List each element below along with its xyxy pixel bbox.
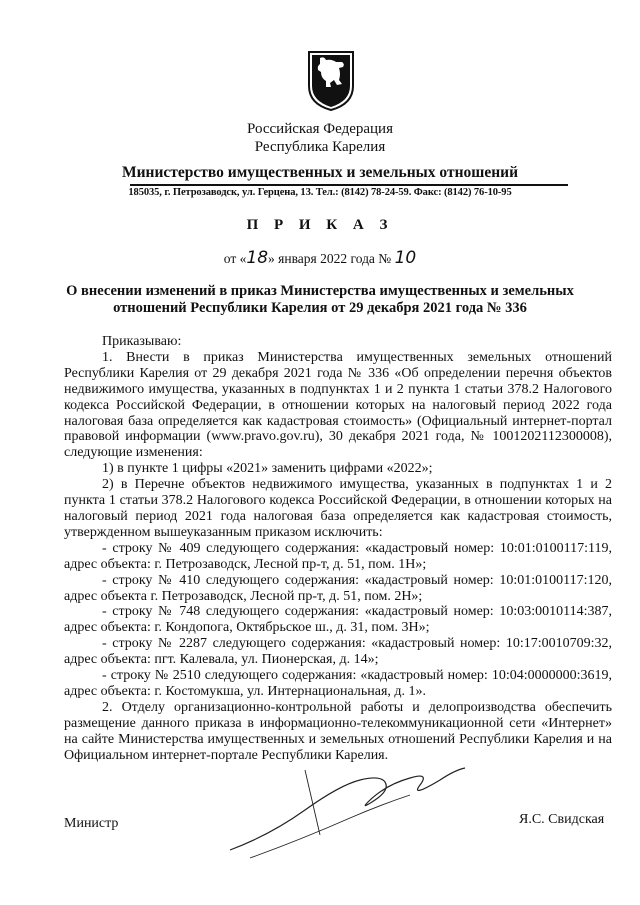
signature-position: Министр [64, 816, 119, 831]
header-divider [130, 184, 568, 186]
title-line-2: отношений Республики Карелия от 29 декабря 2021 года № 336 [113, 300, 527, 316]
list-item: - строку № 748 следующего содержания: «кадастровый номер: 10:03:0010114:387, адрес объекта: г. Кондопога, Октябрьское ш., д. 31, пом. 3Н»; [64, 604, 612, 636]
list-item: - строку № 409 следующего содержания: «кадастровый номер: 10:01:0100117:119, адрес объекта: г. Петрозаводск, Лесной пр-т, д. 51, пом. 1Н»; [64, 540, 612, 572]
republic-name: Республика Карелия [254, 139, 386, 155]
date-day-handwritten: 18 [246, 248, 269, 268]
paragraph-2: 2. Отделу организационно-контрольной работы и делопроизводства обеспечить размещение данного приказа в информационно-телекоммуникационной сети «Интернет» на сайте Министерства имущественных и земельных отношений Республики Карелия и на Официальном интернет-портале Республики Карелия. [64, 699, 612, 763]
signatory-name: Я.С. Свидская [519, 812, 605, 827]
ministry-address: 185035, г. Петрозаводск, ул. Герцена, 13. Тел.: (8142) 78-24-59. Факс: (8142) 76-10-95 [128, 187, 512, 198]
paragraph-1: 1. Внести в приказ Министерства имущественных земельных отношений Республики Карелия от 29 декабря 2021 года № 336 «Об определении перечня объектов недвижимого имущества, указанных в подпунктах 1 и 2 пункта 1 статьи 378.2 Налогового кодекса Российской Федерации, в отношении которых на налоговый период 2022 года налоговая база определяется как кадастровая стоимость» (Официальный интернет-портал правовой информации (www.pravo.gov.ru), 30 декабря 2021 года, № 1001202112300008), следующие изменения: [64, 349, 612, 461]
document-type: П Р И К А З [246, 217, 394, 233]
paragraph-1-1: 1) в пункте 1 цифры «2021» заменить цифрами «2022»; [102, 461, 433, 477]
list-item: - строку № 2510 следующего содержания: «кадастровый номер: 10:04:0000000:3619, адрес объекта: г. Костомукша, ул. Интернациональная, д. 1». [64, 668, 612, 699]
document-body [64, 334, 612, 763]
country-name: Российская Федерация [247, 121, 393, 137]
list-item: - строку № 410 следующего содержания: «кадастровый номер: 10:01:0100117:120, адрес объекта г. Петрозаводск, Лесной пр-т, д. 51, пом. 2Н»; [64, 572, 612, 604]
title-line-1: О внесении изменений в приказ Министерства имущественных и земельных [66, 283, 574, 299]
date-prefix: от « [223, 251, 247, 266]
list-item: - строку № 2287 следующего содержания: «кадастровый номер: 10:17:0010709:32, адрес объекта: пгт. Калевала, ул. Пионерская, д. 14»; [64, 636, 612, 668]
coat-of-arms-bear-icon [306, 50, 356, 112]
document-title [0, 283, 640, 317]
ministry-name: Министерство имущественных и земельных отношений [121, 164, 519, 181]
document-number-handwritten: 10 [394, 248, 417, 268]
intro-text: Приказываю: [102, 334, 182, 349]
paragraph-1-2: 2) в Перечне объектов недвижимого имущества, указанных в подпунктах 1 и 2 пункта 1 статьи 378.2 Налогового кодекса Российской Федерации, в отношении которых на налоговый период 2021 года налоговая база определяется как кадастровая стоимость, утвержденном вышеуказанным приказом исключить: [64, 477, 612, 540]
date-middle: » января 2022 года № [268, 251, 392, 266]
handwritten-signature-icon [210, 740, 490, 870]
document-date-line [0, 248, 640, 268]
